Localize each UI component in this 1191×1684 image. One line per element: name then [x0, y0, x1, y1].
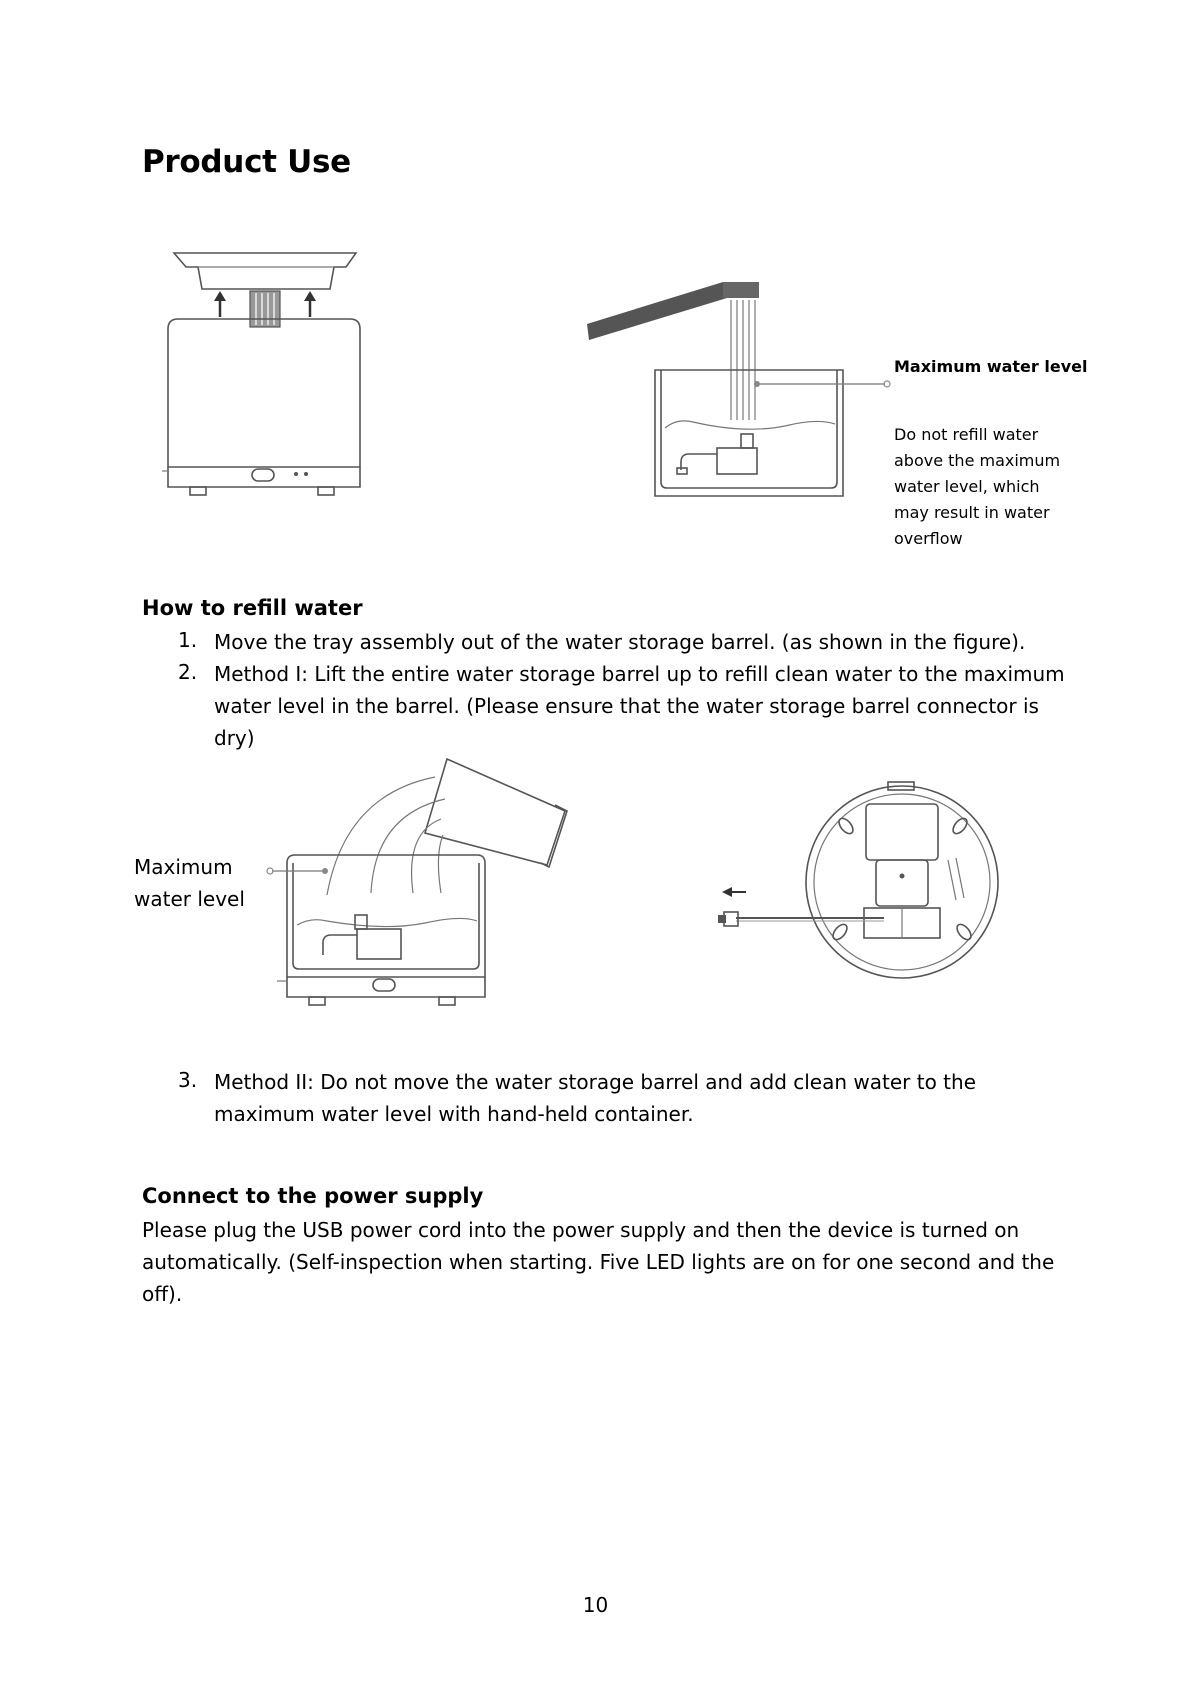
power-paragraph: Please plug the USB power cord into the power supply and then the device is turned on automatically. (Self-inspection when starting. Five LED lights are on for one second and the off). [142, 1218, 1055, 1306]
list-number: 3. [178, 1068, 198, 1092]
max-water-level-note: Do not refill water above the maximum water level, which may result in water overflow [894, 425, 1061, 548]
list-item: Method I: Lift the entire water storage barrel up to refill clean water to the maximum water level in the barrel. (Please ensure that the water storage barrel connector is dry) [214, 662, 1065, 750]
list-number: 2. [178, 660, 198, 684]
list-item: Move the tray assembly out of the water storage barrel. (as shown in the figure). [214, 630, 1026, 654]
power-heading: Connect to the power supply [142, 1184, 484, 1208]
bottom-view-cable-illustration [720, 780, 1010, 990]
faucet-refill-illustration [585, 278, 895, 508]
max-water-level-title: Maximum water level [894, 357, 1088, 376]
list-item: Method II: Do not move the water storage barrel and add clean water to the maximum water level with hand-held container. [214, 1070, 976, 1126]
page-title: Product Use [142, 144, 351, 180]
list-number: 1. [178, 628, 198, 652]
max-water-level-label: Maximum water level [134, 855, 245, 911]
tray-removal-illustration [150, 245, 380, 500]
page-number: 10 [582, 1593, 609, 1617]
pouring-refill-illustration [265, 755, 605, 1020]
refill-heading: How to refill water [142, 596, 363, 620]
